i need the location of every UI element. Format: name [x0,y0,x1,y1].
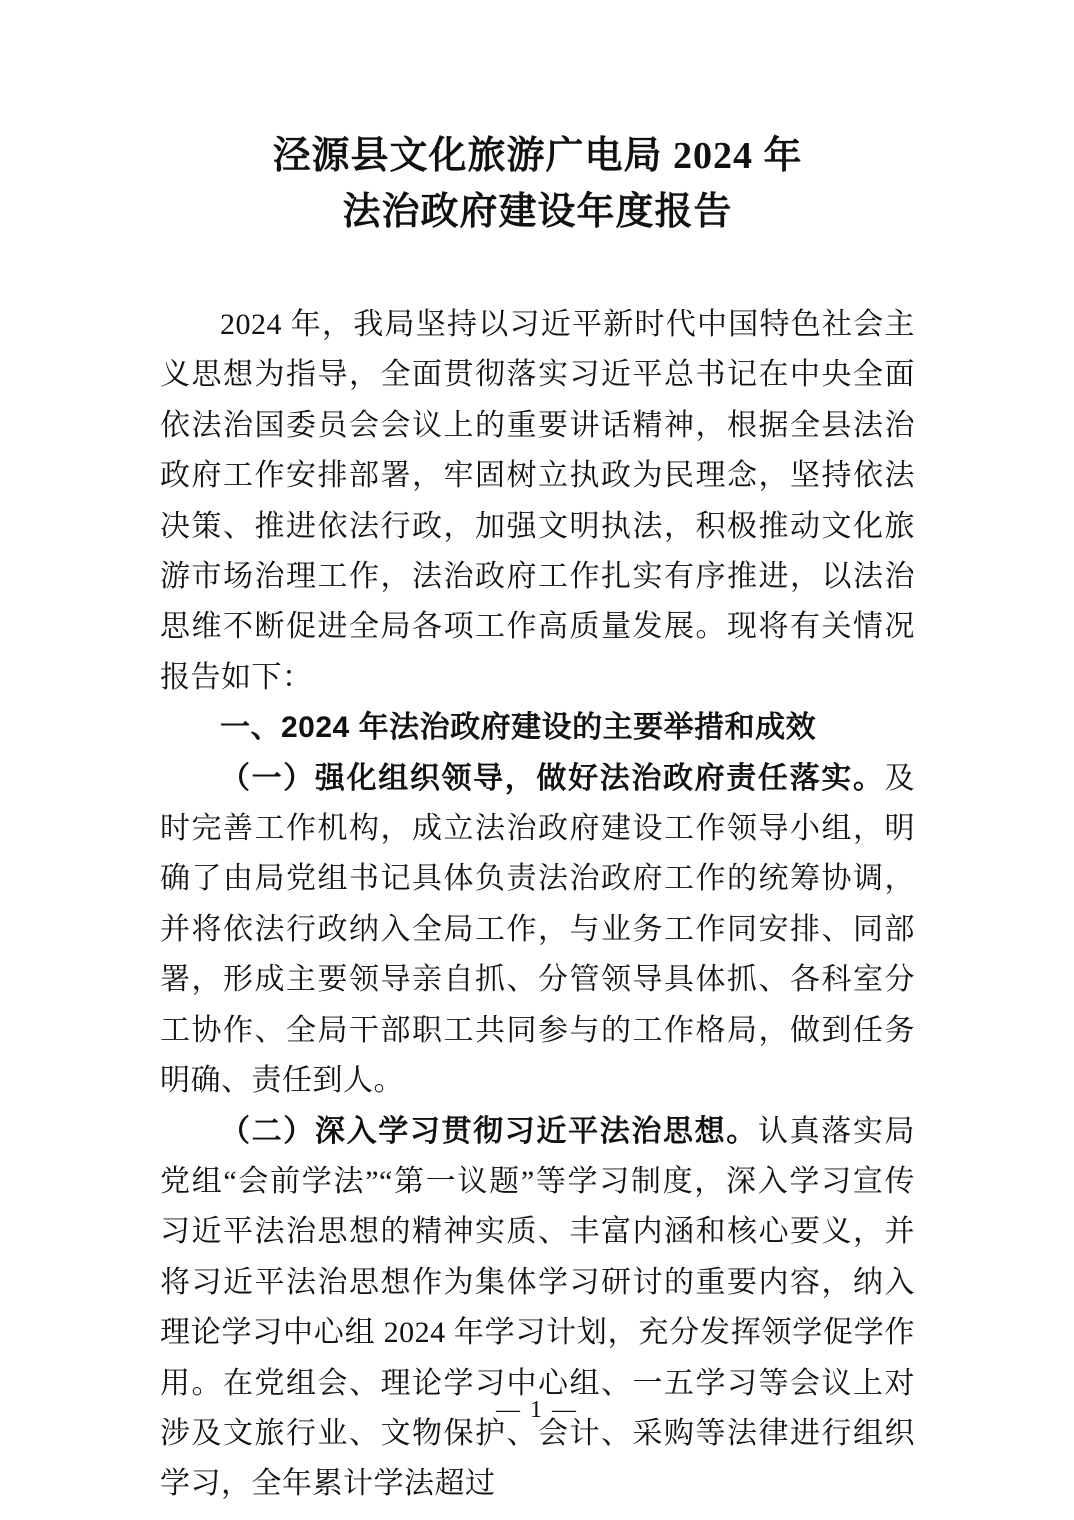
page-number: — 1 — [496,1397,578,1423]
subsection-2-text: 认真落实局党组“会前学法”“第一议题”等学习制度，深入学习宣传习近平法治思想的精神实质、丰富内涵和核心要义，并将习近平法治思想作为集体学习研讨的重要内容，纳入理论学习中心组 2024 年学习计划，充分发挥领学促学作用。在党组会、理论学习中心组、一五学习等会议上对涉及文旅行业、文物保护、会计、采购等法律进行组织学习，全年累计学法超过 [160,1114,916,1501]
intro-paragraph: 2024 年，我局坚持以习近平新时代中国特色社会主义思想为指导，全面贯彻落实习近平总书记在中央全面依法治国委员会会议上的重要讲话精神，根据全县法治政府工作安排部署，牢固树立执政为民理念，坚持依法决策、推进依法行政，加强文明执法，积极推动文化旅游市场治理工作，法治政府工作扎实有序推进，以法治思维不断促进全局各项工作高质量发展。现将有关情况报告如下： [160,308,915,694]
subsection-2-lead: （二）深入学习贯彻习近平法治思想。 [220,1114,758,1148]
section-1-heading: 一、2024 年法治政府建设的主要举措和成效 [220,711,817,745]
document-title-line-2: 法治政府建设年度报告 [342,191,733,233]
document-title [160,128,915,240]
subsection-1-lead: （一）强化组织领导，做好法治政府责任落实。 [220,761,885,795]
document-title-line-1: 泾源县文化旅游广电局 2024 年 [272,135,803,177]
subsection-2-paragraph [160,1107,915,1510]
subsection-1-paragraph [160,754,915,1107]
document-content [160,128,915,1510]
subsection-1-text: 及时完善工作机构，成立法治政府建设工作领导小组，明确了由局党组书记具体负责法治政府工作的统筹协调，并将依法行政纳入全局工作，与业务工作同安排、同部署，形成主要领导亲自抓、分管领导具体抓、各科室分工协作、全局干部职工共同参与的工作格局，做到任务明确、责任到人。 [160,761,915,1098]
document-body [160,300,915,1510]
